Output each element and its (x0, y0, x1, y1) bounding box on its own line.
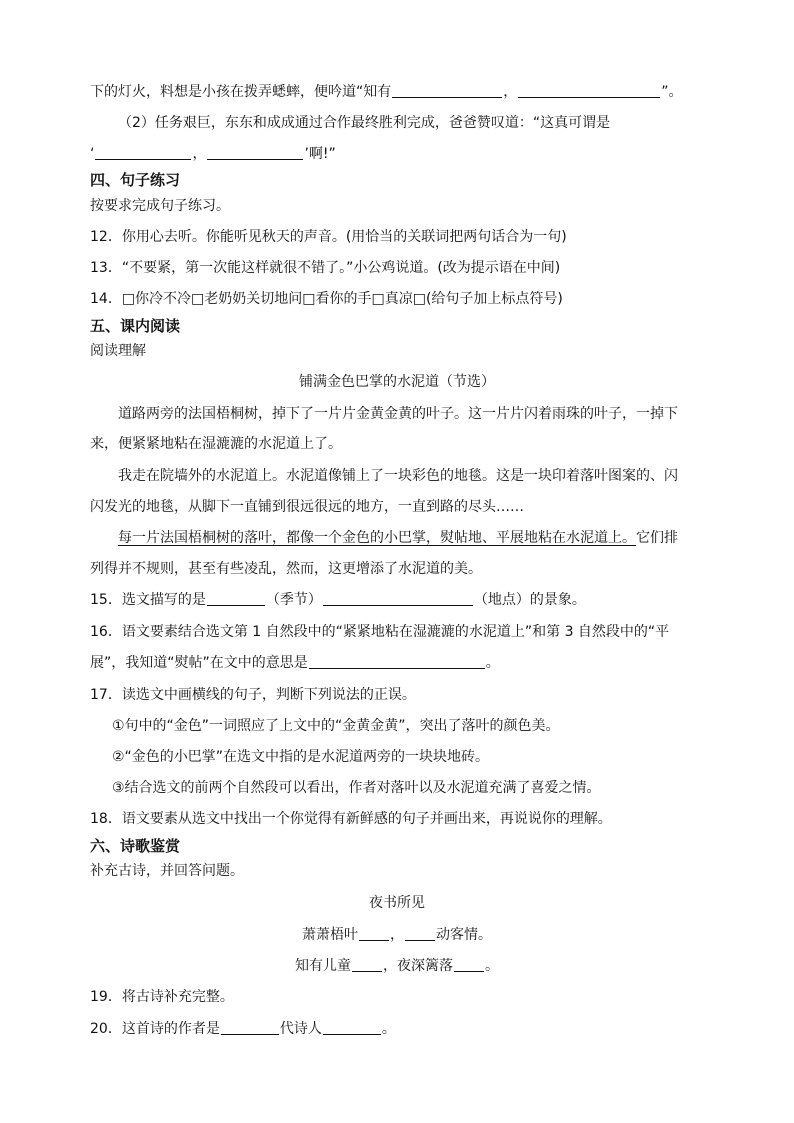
instruction: 按要求完成句子练习。 (90, 198, 230, 214)
text: （季节） (265, 592, 322, 608)
text: ， (390, 927, 404, 943)
statement-1: ①句中的“金色”一词照应了上文中的“金黄金黄”，突出了落叶的颜色美。 (112, 718, 560, 734)
answer-blank[interactable] (405, 926, 435, 941)
text: 萧萧梧叶 (302, 927, 358, 943)
underlined-sentence: 每一片法国梧桐树的落叶，都像一个金色的小巴掌，熨帖地、平展地粘在水泥道上。 (118, 530, 636, 546)
question-18: 18．语文要素从选文中找出一个你觉得有新鲜感的句子并画出来，再说说你的理解。 (90, 811, 612, 827)
question-20 (90, 1019, 704, 1039)
poem-verse (0, 956, 794, 976)
passage-paragraph: 来，便紧紧地粘在湿漉漉的水泥道上了。 (90, 436, 342, 452)
answer-blank[interactable] (323, 591, 473, 606)
question-16: 16．语文要素结合选文第 1 自然段中的“紧紧地粘在湿漉漉的水泥道上”和第 3 自然段中的“平 (90, 624, 670, 640)
instruction: 阅读理解 (90, 343, 146, 359)
text: 动客情。 (436, 927, 492, 943)
passage-paragraph (118, 528, 704, 548)
text: ‘ (90, 146, 95, 162)
text-line (90, 144, 704, 164)
statement-3: ③结合选文的前两个自然段可以看出，作者对落叶以及水泥道充满了喜爱之情。 (112, 780, 601, 796)
question-12: 12．你用心去听。你能听见秋天的声音。(用恰当的关联词把两句话合为一句) (90, 229, 567, 245)
text: 。 (485, 958, 499, 974)
answer-blank[interactable] (207, 591, 265, 606)
poem-verse (0, 925, 794, 945)
poem-title: 夜书所见 (369, 895, 425, 911)
instruction: 补充古诗，并回答问题。 (90, 863, 244, 879)
section-heading: 四、句子练习 (90, 171, 181, 189)
section-heading: 六、诗歌鉴赏 (90, 837, 181, 855)
text: 15．选文描写的是 (90, 592, 206, 608)
text: 20．这首诗的作者是 (90, 1021, 220, 1037)
text: （地点）的景象。 (473, 592, 586, 608)
text: 代诗人 (279, 1021, 322, 1037)
question-19: 19．将古诗补充完整。 (90, 989, 234, 1005)
text-line (118, 113, 704, 133)
text: （2）任务艰巨，东东和成成通过合作最终胜利完成，爸爸赞叹道：“这真可谓是 (118, 115, 611, 131)
answer-blank[interactable] (207, 145, 303, 160)
text: 下的灯火，料想是小孩在拨弄蟋蟀，便吟道“知有 (90, 84, 392, 100)
text: ， (192, 146, 207, 162)
answer-blank[interactable] (95, 145, 191, 160)
answer-blank[interactable] (309, 654, 485, 669)
answer-blank[interactable] (352, 957, 382, 972)
answer-blank[interactable] (221, 1020, 279, 1035)
answer-blank[interactable] (392, 83, 502, 98)
text-line (90, 82, 704, 102)
text: 知有儿童 (295, 958, 351, 974)
passage-paragraph: 列得并不规则，甚至有些凌乱，然而，这更增添了水泥道的美。 (90, 561, 482, 577)
section-heading: 五、课内阅读 (90, 317, 181, 335)
question-13: 13．“不要紧，第一次能这样就很不错了。”小公鸡说道。(改为提示语在中间) (90, 260, 561, 276)
answer-blank[interactable] (454, 957, 484, 972)
text: 它们排 (636, 530, 678, 546)
text: ， (503, 84, 518, 100)
question-16-cont (90, 653, 704, 673)
text: ”。 (661, 84, 683, 100)
answer-blank[interactable] (359, 926, 389, 941)
question-14: 14．□你冷不冷□老奶奶关切地问□看你的手□真凉□(给句子加上标点符号) (90, 291, 563, 307)
text: ，夜深篱落 (383, 958, 453, 974)
passage-title: 铺满金色巴掌的水泥道（节选） (299, 374, 495, 390)
passage-paragraph: 闪发光的地毯，从脚下一直铺到很远很远的地方，一直到路的尽头…… (90, 499, 524, 515)
text: ’啊!” (304, 146, 336, 162)
text: 。 (485, 655, 500, 671)
passage-paragraph: 道路两旁的法国梧桐树，掉下了一片片金黄金黄的叶子。这一片片闪着雨珠的叶子，一掉下 (118, 406, 678, 422)
answer-blank[interactable] (518, 83, 660, 98)
answer-blank[interactable] (323, 1020, 381, 1035)
question-15 (90, 590, 704, 610)
text: 展”，我知道“熨帖”在文中的意思是 (90, 655, 308, 671)
statement-2: ②“金色的小巴掌”在选文中指的是水泥道两旁的一块块地砖。 (112, 749, 490, 765)
text: 。 (381, 1021, 396, 1037)
question-17: 17．读选文中画横线的句子，判断下列说法的正误。 (90, 687, 416, 703)
passage-paragraph: 我走在院墙外的水泥道上。水泥道像铺上了一块彩色的地毯。这是一块印着落叶图案的、闪 (118, 468, 678, 484)
